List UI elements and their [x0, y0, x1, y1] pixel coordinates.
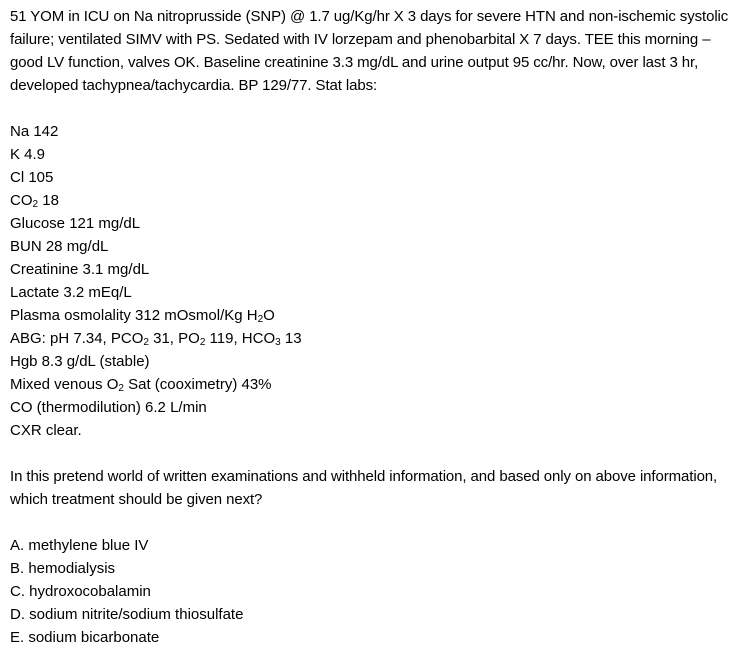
lab-hgb: Hgb 8.3 g/dL (stable) [10, 353, 150, 370]
document [10, 5, 740, 649]
spacer [10, 511, 740, 534]
lab-k: K 4.9 [10, 146, 46, 163]
lab-na: Na 142 [10, 123, 59, 140]
lab-creatinine: Creatinine 3.1 mg/dL [10, 261, 150, 278]
option-b: B. hemodialysis [10, 560, 116, 577]
question-text: In this pretend world of written examinations and withheld information, and based only on above information, which treatment should be given next? [10, 468, 718, 508]
lab-cxr: CXR clear. [10, 422, 82, 439]
lab-results [10, 120, 740, 442]
option-e: E. sodium bicarbonate [10, 629, 160, 646]
lab-osmolality: Plasma osmolality 312 mOsmol/Kg $H_2O$ [10, 307, 275, 325]
lab-mixed-venous: Mixed venous $O_2$ Sat (cooximetry) 43% [10, 376, 272, 394]
spacer [10, 442, 740, 465]
lab-co2: $CO_2$ 18 [10, 192, 59, 210]
lab-glucose: Glucose 121 mg/dL [10, 215, 141, 232]
lab-cardiac-output: CO (thermodilution) 6.2 L/min [10, 399, 207, 416]
answer-options [10, 534, 740, 649]
lab-cl: Cl 105 [10, 169, 54, 186]
option-a: A. methylene blue IV [10, 537, 149, 554]
lab-lactate: Lactate 3.2 mEq/L [10, 284, 132, 301]
case-description: 51 YOM in ICU on Na nitroprusside (SNP) @ 1.7 ug/Kg/hr X 3 days for severe HTN and non-ischemic systolic failure; ventilated SIMV with PS. Sedated with IV lorzepam and phenobarbital X 7 days. TEE this morning – good LV function, valves OK. Baseline creatinine 3.3 mg/dL and urine output 95 cc/hr. Now, over last 3 hr, developed tachypnea/tachycardia. BP 129/77. Stat labs: [10, 8, 729, 94]
lab-abg: ABG: pH 7.34, $PCO_2$ 31, $PO_2$ 119, $HCO_3$ 13 [10, 330, 302, 348]
lab-bun: BUN 28 mg/dL [10, 238, 109, 255]
option-c: C. hydroxocobalamin [10, 583, 151, 600]
option-d: D. sodium nitrite/sodium thiosulfate [10, 606, 244, 623]
